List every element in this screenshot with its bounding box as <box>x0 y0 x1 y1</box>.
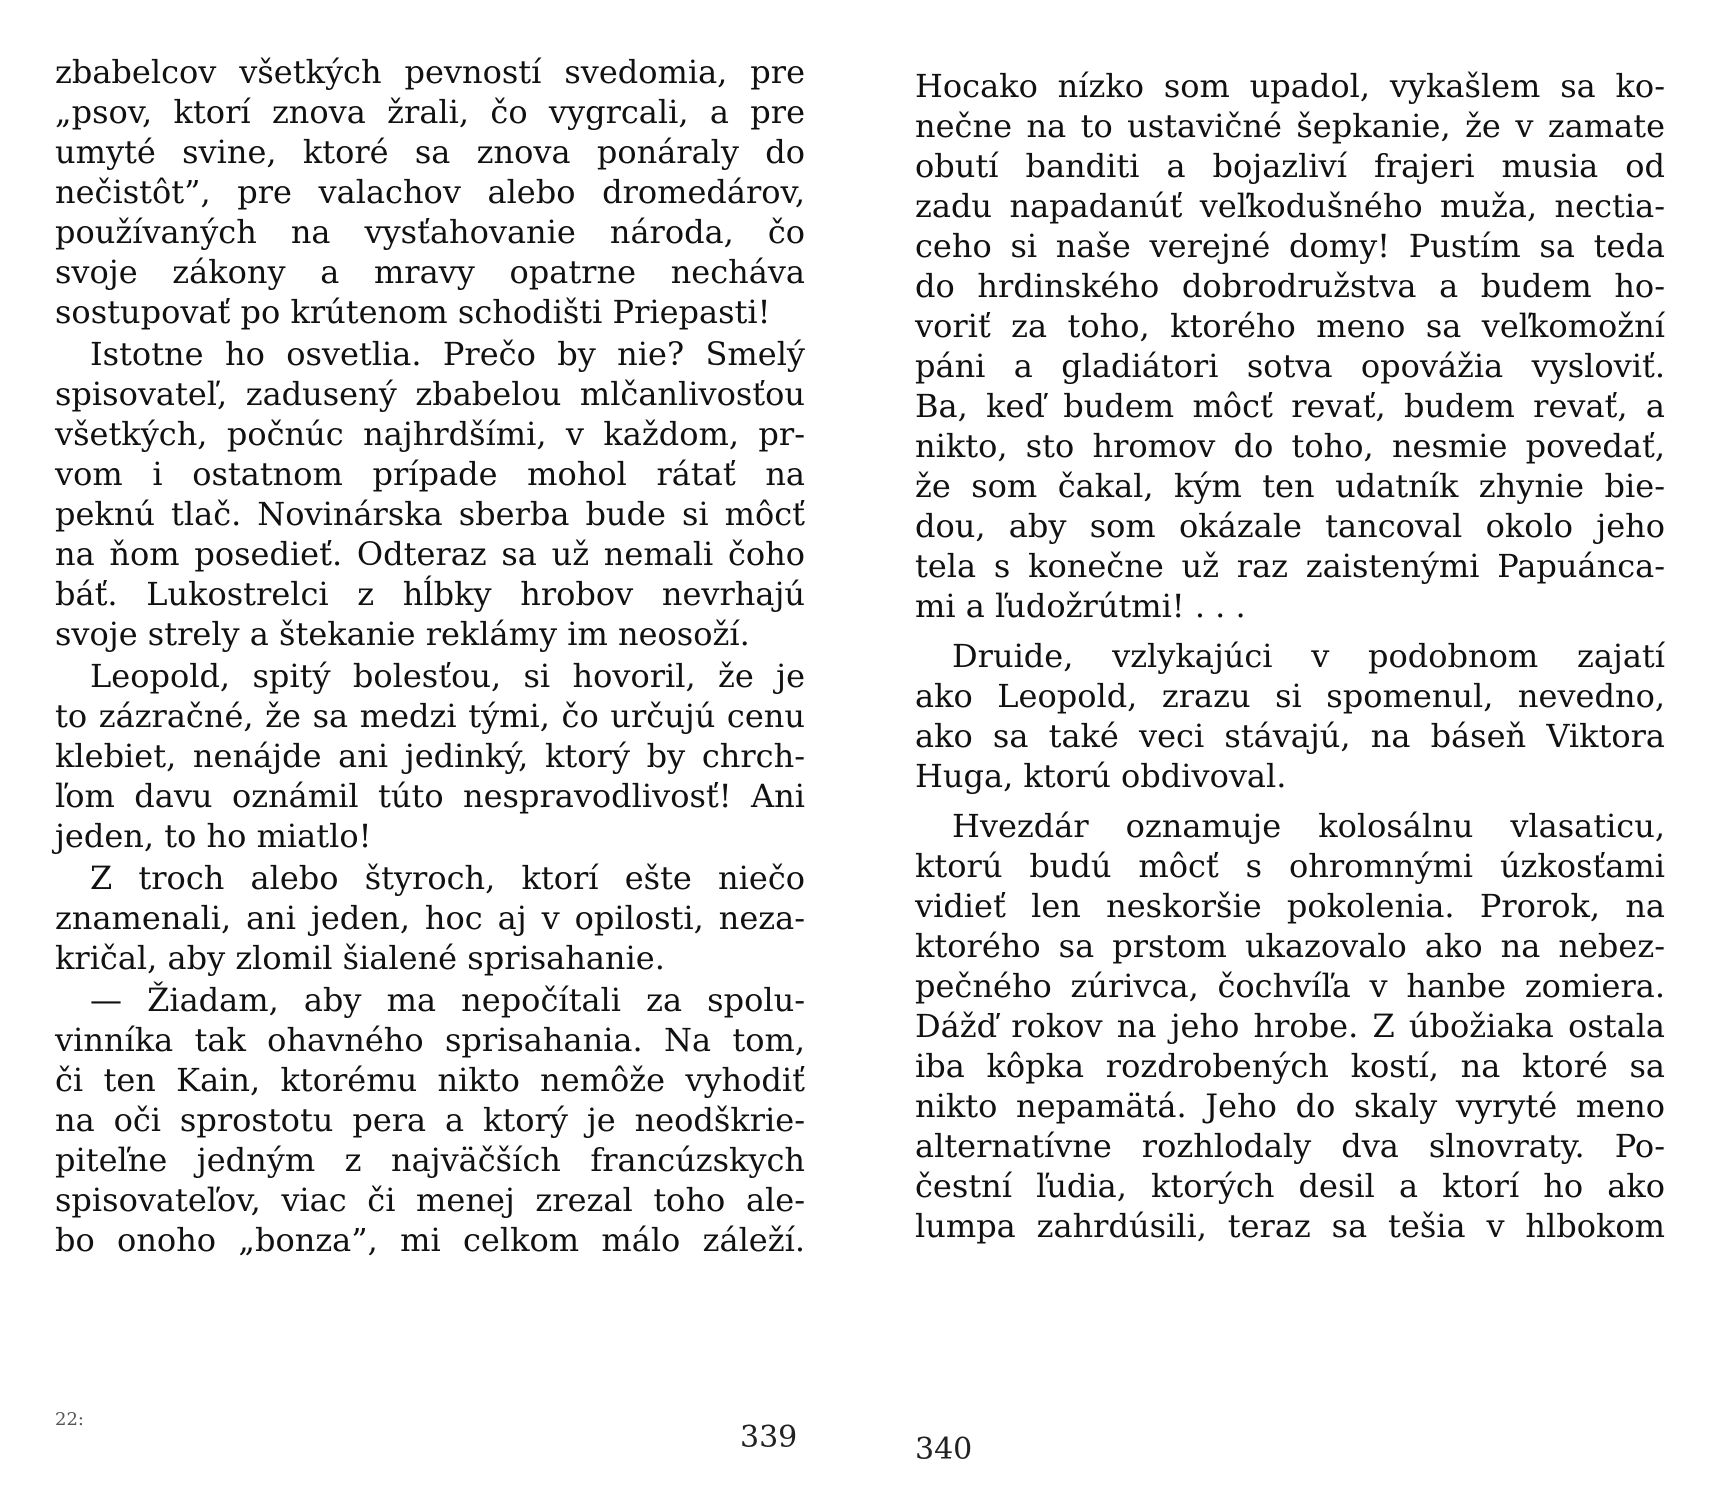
text-line: piteľne jedným z najväčších francúzskych <box>55 1141 805 1179</box>
text-line: zbabelcov všetkých pevností svedomia, pre <box>55 53 805 91</box>
text-line: Ba, keď budem môcť revať, budem revať, a <box>915 387 1665 425</box>
text-line: nikto, sto hromov do toho, nesmie povedať, <box>915 427 1665 465</box>
text-line: ako Leopold, zrazu si spomenul, nevedno, <box>915 677 1665 715</box>
text-line: ceho si naše verejné domy! Pustím sa teda <box>915 227 1665 265</box>
text-line: tela s konečne už raz zaistenými Papuánca- <box>915 547 1665 585</box>
text-line: ako sa také veci stávajú, na báseň Viktora <box>915 717 1665 755</box>
text-line: pečného zúrivca, čochvíľa v hanbe zomiera. <box>915 967 1665 1005</box>
text-line: vinníka tak ohavného sprisahania. Na tom, <box>55 1021 805 1059</box>
text-line: svoje zákony a mravy opatrne necháva <box>55 253 805 291</box>
text-line: nečne na to ustavičné šepkanie, že v zamate <box>915 107 1665 145</box>
page-number: 340 <box>915 1432 973 1467</box>
text-line: ktorú budú môcť s ohromnými úzkosťami <box>915 847 1665 885</box>
text-line: na oči sprostotu pera a ktorý je neodškrie- <box>55 1101 805 1139</box>
text-line: Istotne ho osvetlia. Prečo by nie? Smelý <box>90 335 805 373</box>
text-line: čestní ľudia, ktorých desil a ktorí ho ako <box>915 1167 1665 1205</box>
text-line: Hvezdár oznamuje kolosálnu vlasaticu, <box>952 807 1665 845</box>
text-line: iba kôpka rozdrobených kostí, na ktoré sa <box>915 1047 1665 1085</box>
text-line: zadu napadanúť veľkodušného muža, nectia- <box>915 187 1665 225</box>
text-line: alternatívne rozhlodaly dva slnovraty. Po- <box>915 1127 1665 1165</box>
text-line: „psov, ktorí znova žrali, čo vygrcali, a pre <box>55 93 805 131</box>
text-line: do hrdinského dobrodružstva a budem ho- <box>915 267 1665 305</box>
text-line: bo onoho „bonza”, mi celkom málo záleží. <box>55 1221 805 1259</box>
text-line: nečistôt”, pre valachov alebo dromedárov, <box>55 173 805 211</box>
text-line: vom i ostatnom prípade mohol rátať na <box>55 455 805 493</box>
text-line: dou, aby som okázale tancoval okolo jeho <box>915 507 1665 545</box>
page-number: 339 <box>740 1420 798 1455</box>
text-line: páni a gladiátori sotva opovážia vysloviť. <box>915 347 1665 385</box>
text-line: vidieť len neskoršie pokolenia. Prorok, na <box>915 887 1665 925</box>
text-line: Druide, vzlykajúci v podobnom zajatí <box>952 637 1665 675</box>
text-line: spisovateľ, zadusený zbabelou mlčanlivosťou <box>55 375 805 413</box>
text-line: Z troch alebo štyroch, ktorí ešte niečo <box>90 859 805 897</box>
text-line: peknú tlač. Novinárska sberba bude si môcť <box>55 495 805 533</box>
text-line: to zázračné, že sa medzi tými, čo určujú cenu <box>55 697 805 735</box>
text-line: ktorého sa prstom ukazovalo ako na nebez- <box>915 927 1665 965</box>
text-line: spisovateľov, viac či menej zrezal toho ale- <box>55 1181 805 1219</box>
text-line: ľom davu oznámil túto nespravodlivosť! Ani <box>55 777 805 815</box>
right-page <box>857 0 1714 1500</box>
text-line: svoje strely a štekanie reklámy im neosoží. <box>55 615 750 653</box>
text-line: — Žiadam, aby ma nepočítali za spolu- <box>90 981 805 1019</box>
text-line: jeden, to ho miatlo! <box>55 817 372 855</box>
text-line: používaných na vysťahovanie národa, čo <box>55 213 805 251</box>
text-line: na ňom posedieť. Odteraz sa už nemali čoho <box>55 535 805 573</box>
text-line: znamenali, ani jeden, hoc aj v opilosti, neza- <box>55 899 805 937</box>
text-line: obutí banditi a bojazliví frajeri musia od <box>915 147 1665 185</box>
corner-mark: 22: <box>55 1409 84 1430</box>
text-line: mi a ľudožrútmi! . . . <box>915 587 1246 625</box>
text-line: lumpa zahrdúsili, teraz sa tešia v hlbokom <box>915 1207 1665 1245</box>
text-line: nikto nepamätá. Jeho do skaly vyryté meno <box>915 1087 1665 1125</box>
text-line: všetkých, počnúc najhrdšími, v každom, pr- <box>55 415 805 453</box>
text-line: Dážď rokov na jeho hrobe. Z úbožiaka ostala <box>915 1007 1665 1045</box>
text-line: voriť za toho, ktorého meno sa veľkomožní <box>915 307 1665 345</box>
text-line: báť. Lukostrelci z hĺbky hrobov nevrhajú <box>55 575 805 613</box>
text-line: klebiet, nenájde ani jedinký, ktorý by chrch- <box>55 737 805 775</box>
text-line: umyté svine, ktoré sa znova ponáraly do <box>55 133 805 171</box>
text-line: že som čakal, kým ten udatník zhynie bie- <box>915 467 1665 505</box>
text-line: či ten Kain, ktorému nikto nemôže vyhodiť <box>55 1061 805 1099</box>
text-line: Leopold, spitý bolesťou, si hovoril, že je <box>90 657 805 695</box>
text-line: sostupovať po krútenom schodišti Priepasti! <box>55 293 771 331</box>
text-line: Hocako nízko som upadol, vykašlem sa ko- <box>915 67 1665 105</box>
text-line: Huga, ktorú obdivoval. <box>915 757 1287 795</box>
text-line: kričal, aby zlomil šialené sprisahanie. <box>55 939 665 977</box>
